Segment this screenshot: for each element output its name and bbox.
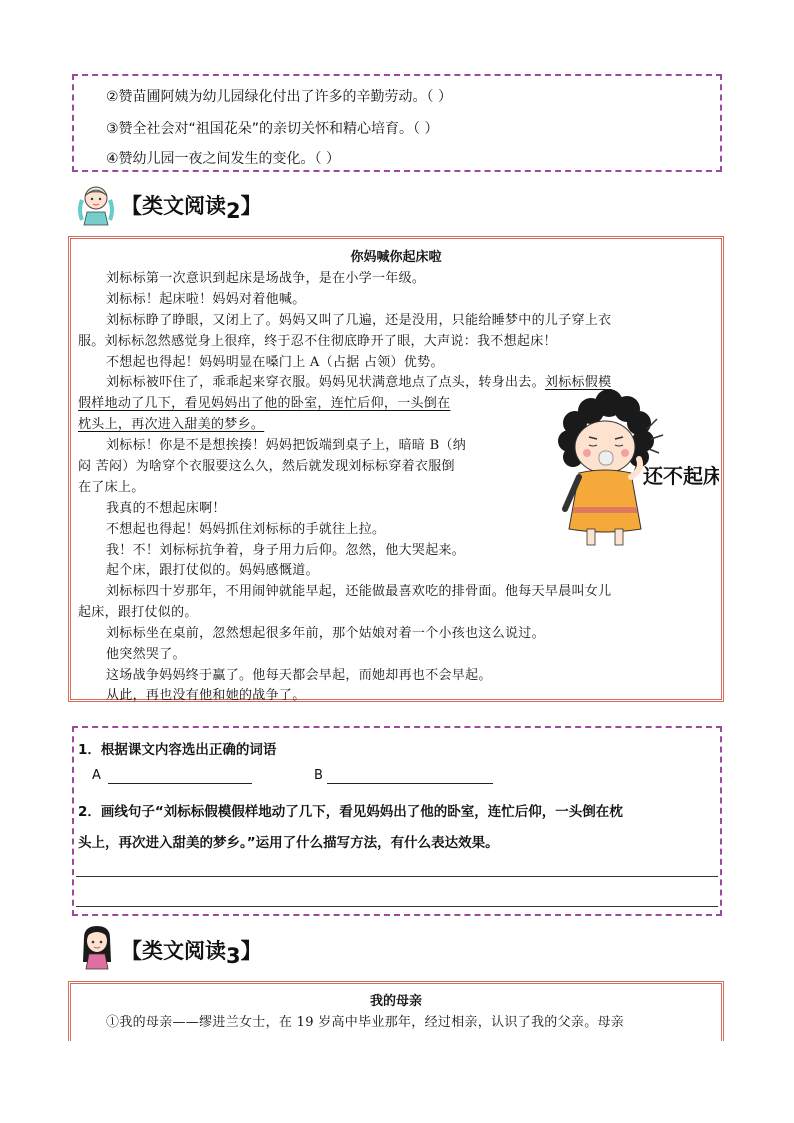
- paragraph-line: ①我的母亲——缪进兰女士，在 19 岁高中毕业那年，经过相亲，认识了我的父亲。母亲: [106, 1015, 625, 1030]
- answer-line[interactable]: [76, 906, 718, 907]
- girl-avatar-icon: [76, 182, 116, 226]
- underlined-sentence: 假样地动了几下，看见妈妈出了他的卧室，连忙后仰，一头倒在: [78, 396, 451, 411]
- shout-caption: 还不起床: [643, 464, 719, 488]
- answer-b-label: B: [314, 768, 323, 783]
- answer-a-label: A: [92, 768, 101, 783]
- paragraph-line: 在了床上。: [78, 480, 145, 495]
- paragraph-line: 我真的不想起床啊！: [106, 501, 226, 516]
- option-3: ③赞全社会对“祖国花朵”的亲切关怀和精心培育。（ ）: [106, 121, 439, 137]
- paragraph-line: 刘标标被吓住了，乖乖起来穿衣服。妈妈见状满意地点了点头，转身出去。刘标标假模: [106, 375, 612, 390]
- paragraph-line: 刘标标坐在桌前，忽然想起很多年前，那个姑娘对着一个小孩也这么说过。: [106, 626, 545, 641]
- option-4: ④赞幼儿园一夜之间发生的变化。（ ）: [106, 151, 340, 167]
- paragraph-line: 不想起也得起！妈妈明显在嗓门上 A（占据 占领）优势。: [106, 355, 444, 370]
- section-title-3: 【类文阅读3】: [121, 939, 262, 968]
- article-2-title: 我的母亲: [369, 994, 422, 1009]
- answer-b-blank[interactable]: [327, 783, 493, 784]
- girl-avatar-icon: [80, 924, 114, 970]
- questions-box: [72, 726, 722, 916]
- article-title: 你妈喊你起床啦: [350, 250, 442, 265]
- paragraph-line: 刘标标！你是不是想挨揍！妈妈把饭端到桌子上，暗暗 B（纳: [106, 438, 467, 453]
- exercise-box-options: [72, 74, 722, 172]
- paragraph-line: 刘标标！起床啦！妈妈对着他喊。: [106, 292, 306, 307]
- paragraph-line: 服。刘标标忽然感觉身上很痒，终于忍不住彻底睁开了眼，大声说：我不想起床！: [78, 334, 557, 349]
- answer-a-blank[interactable]: [108, 783, 252, 784]
- underlined-sentence: 枕头上，再次进入甜美的梦乡。: [78, 417, 265, 432]
- paragraph-line: 闷 苦闷）为啥穿个衣服要这么久，然后就发现刘标标穿着衣服倒: [78, 459, 455, 474]
- section-title-2: 【类文阅读2】: [121, 194, 262, 223]
- paragraph-line: 刘标标四十岁那年，不用闹钟就能早起，还能做最喜欢吃的排骨面。他每天早晨叫女儿: [106, 584, 612, 599]
- article-box: [68, 236, 724, 702]
- paragraph-line: 刘标标睁了睁眼，又闭上了。妈妈又叫了几遍，还是没用，只能给睡梦中的儿子穿上衣: [106, 313, 612, 328]
- mother-illustration: [539, 389, 719, 549]
- question-2-line1: 2．画线句子“刘标标假模假样地动了几下，看见妈妈出了他的卧室，连忙后仰，一头倒在枕: [78, 804, 623, 820]
- paragraph-line: 我！不！刘标标抗争着，身子用力后仰。忽然，他大哭起来。: [106, 543, 466, 558]
- paragraph-line: 起个床，跟打仗似的。妈妈感慨道。: [106, 563, 319, 578]
- option-2: ②赞苗圃阿姨为幼儿园绿化付出了许多的辛勤劳动。（ ）: [106, 89, 452, 105]
- paragraph-line: 从此，再也没有他和她的战争了。: [106, 688, 306, 703]
- paragraph-line: 起床，跟打仗似的。: [78, 605, 198, 620]
- paragraph-line: 不想起也得起！妈妈抓住刘标标的手就往上拉。: [106, 522, 386, 537]
- answer-line[interactable]: [76, 876, 718, 877]
- underlined-sentence: 刘标标假模: [544, 375, 612, 390]
- paragraph-line: 刘标标第一次意识到起床是场战争，是在小学一年级。: [106, 271, 426, 286]
- question-1: 1．根据课文内容选出正确的词语: [78, 742, 277, 758]
- paragraph-line: 这场战争妈妈终于赢了。他每天都会早起，而她却再也不会早起。: [106, 668, 492, 683]
- article-box-2: [68, 981, 724, 1041]
- paragraph-line: 他突然哭了。: [106, 647, 186, 662]
- question-2-line2: 头上，再次进入甜美的梦乡。”运用了什么描写方法，有什么表达效果。: [78, 835, 499, 851]
